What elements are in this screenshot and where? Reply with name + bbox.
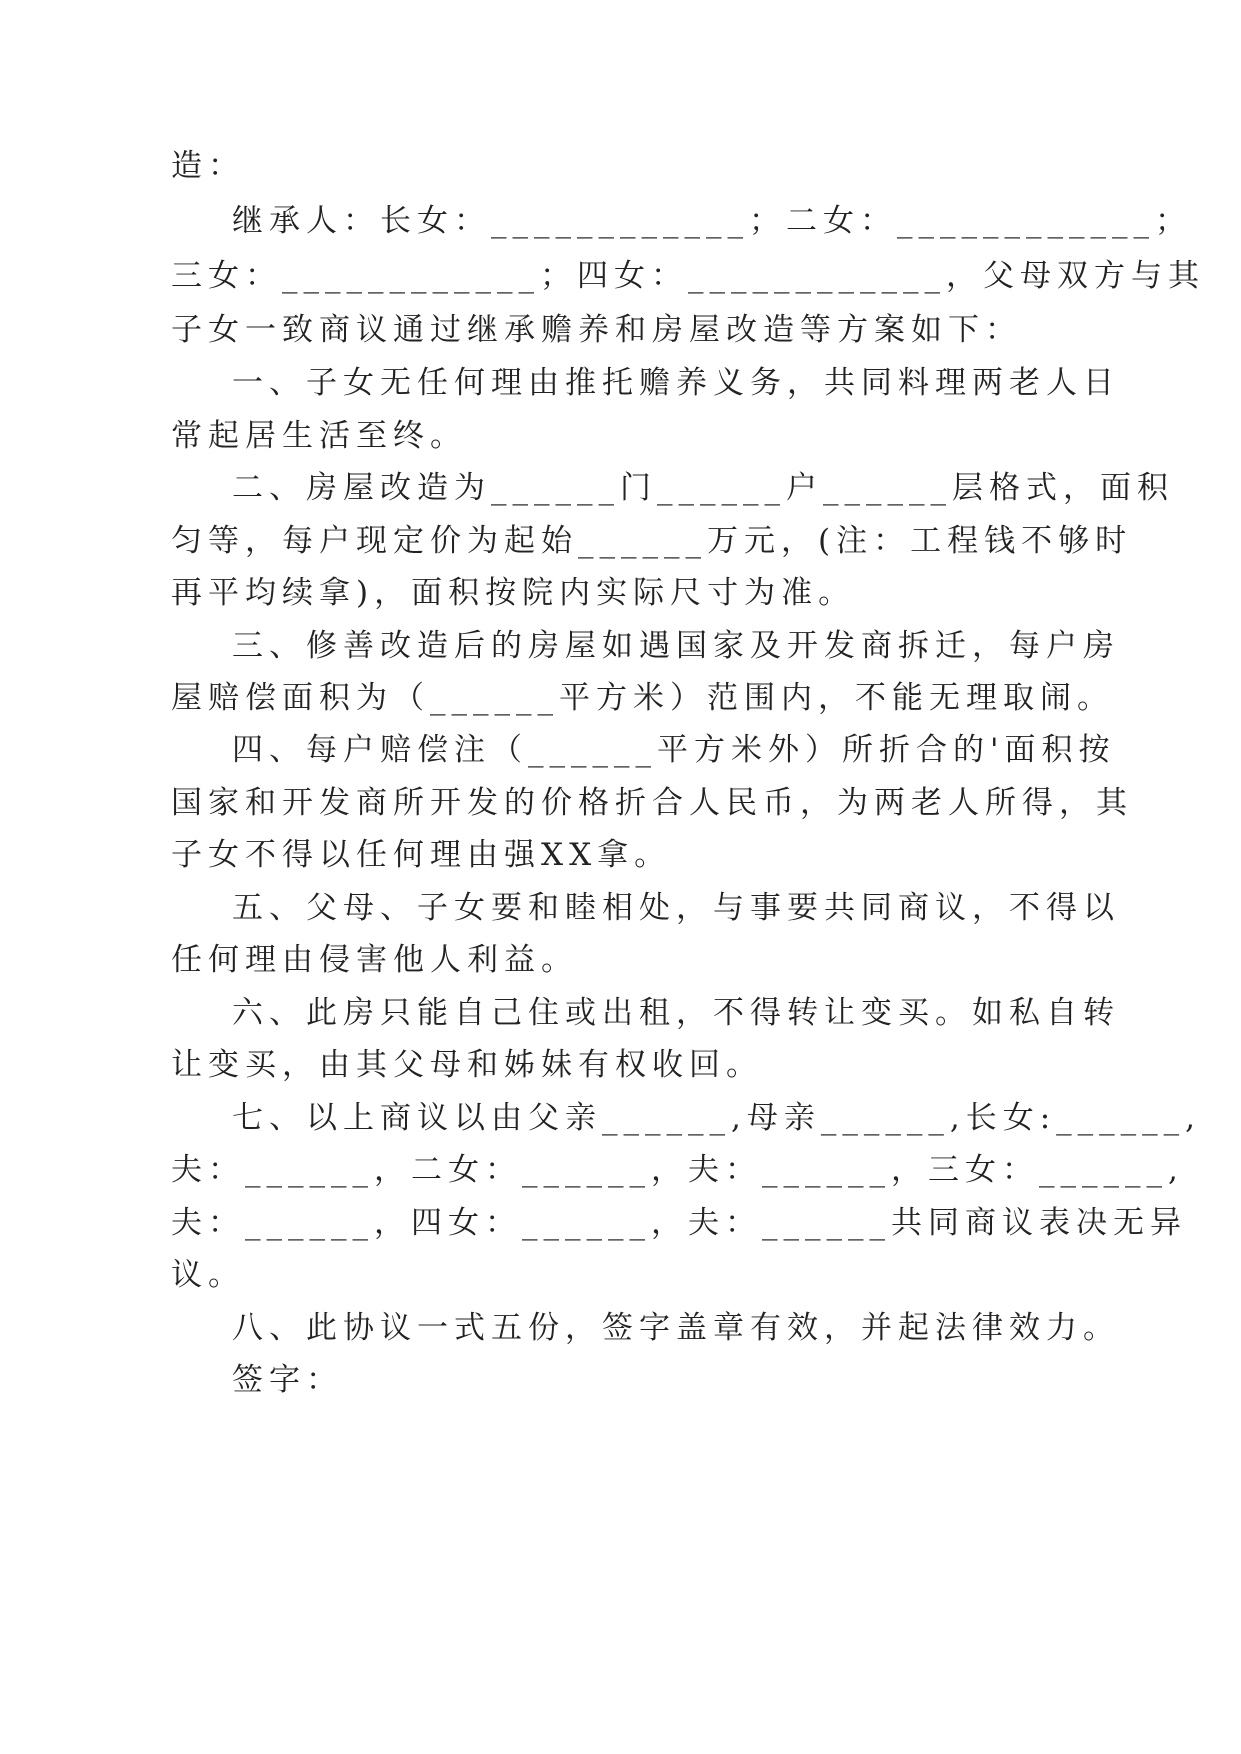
text-line: 造：: [171, 148, 245, 184]
text-line: 三、修善改造后的房屋如遇国家及开发商拆迁，每户房: [232, 628, 1120, 664]
text-line: 任何理由侵害他人利益。: [171, 942, 578, 978]
text-line: 子女不得以任何理由强XX拿。: [171, 837, 672, 873]
text-line: 三女：____________；四女：____________，父母双方与其: [171, 258, 1205, 294]
text-line: 七、以上商议以由父亲______,母亲______,长女:______,: [232, 1100, 1202, 1136]
text-line: 子女一致商议通过继承赡养和房屋改造等方案如下：: [171, 312, 1022, 348]
text-line: 五、父母、子女要和睦相处，与事要共同商议，不得以: [232, 890, 1120, 926]
text-line: 继承人：长女：____________；二女：____________；: [232, 203, 1192, 239]
text-line: 国家和开发商所开发的价格折合人民币，为两老人所得，其: [171, 785, 1133, 821]
text-line: 夫：______，四女：______，夫：______共同商议表决无异: [171, 1205, 1187, 1241]
text-line: 常起居生活至终。: [171, 418, 467, 454]
text-line: 六、此房只能自己住或出租，不得转让变买。如私自转: [232, 995, 1120, 1031]
text-line: 议。: [171, 1257, 245, 1293]
text-line: 八、此协议一式五份，签字盖章有效，并起法律效力。: [232, 1310, 1120, 1346]
text-line: 再平均续拿)，面积按院内实际尺寸为准。: [171, 575, 856, 611]
text-line: 签字：: [232, 1362, 343, 1398]
text-line: 二、房屋改造为______门______户______层格式，面积: [232, 470, 1174, 506]
text-line: 匀等，每户现定价为起始______万元，(注：工程钱不够时: [171, 523, 1133, 559]
text-line: 一、子女无任何理由推托赡养义务，共同料理两老人日: [232, 365, 1120, 401]
text-line: 让变买，由其父母和姊妹有权收回。: [171, 1047, 763, 1083]
text-line: 屋赔偿面积为（______平方米）范围内，不能无理取闹。: [171, 680, 1114, 716]
text-line: 四、每户赔偿注（______平方米外）所折合的'面积按: [232, 732, 1116, 768]
text-line: 夫：______，二女：______，夫：______，三女：______,: [171, 1152, 1184, 1188]
